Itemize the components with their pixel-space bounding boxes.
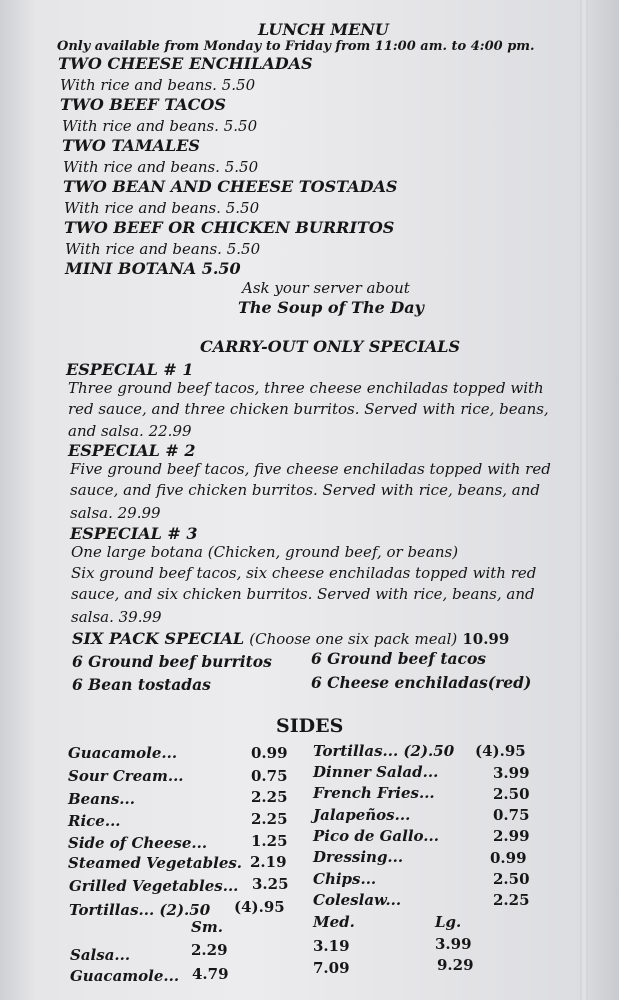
side-item-name: Dinner Salad... xyxy=(313,763,439,781)
lunch-item-desc: With rice and beans. 5.50 xyxy=(65,240,261,258)
especial-3-line: One large botana (Chicken, ground beef, or beans) xyxy=(71,543,459,561)
side-item-price: (4).95 xyxy=(234,898,285,916)
especial-2-line: sauce, and five chicken burritos. Served with rice, beans, and xyxy=(70,481,541,499)
lunch-item-name: TWO BEEF TACOS xyxy=(60,95,226,114)
lunch-item-name: TWO BEEF OR CHICKEN BURRITOS xyxy=(64,218,395,237)
especial-1-line: and salsa. 22.99 xyxy=(68,422,192,440)
especial-1-line: red sauce, and three chicken burritos. Served with rice, beans, xyxy=(68,400,549,418)
especial-2-line: Five ground beef tacos, five cheese enchiladas topped with red xyxy=(70,460,551,478)
six-pack-note: (Choose one six pack meal) xyxy=(249,630,458,648)
side-item-name: Side of Cheese... xyxy=(68,834,208,852)
guacamole-name: Guacamole... xyxy=(70,967,180,985)
side-item-name: Pico de Gallo... xyxy=(313,827,439,845)
side-item-price: 0.99 xyxy=(490,849,527,867)
especial-3-name: ESPECIAL # 3 xyxy=(70,524,198,543)
side-item-price: 2.25 xyxy=(493,891,530,909)
side-item-name: Sour Cream... xyxy=(68,767,184,785)
six-pack-special xyxy=(72,631,509,647)
especial-2-name: ESPECIAL # 2 xyxy=(68,441,196,460)
side-item-price: 2.25 xyxy=(251,788,288,806)
side-item-name: Grilled Vegetables... xyxy=(69,877,239,895)
side-item-price: 2.50 xyxy=(493,870,530,888)
lunch-item-desc: With rice and beans. 5.50 xyxy=(64,199,260,217)
side-item-name: Beans... xyxy=(68,790,135,808)
size-lg-header: Lg. xyxy=(435,913,462,931)
six-pack-option: 6 Ground beef tacos xyxy=(311,649,487,668)
guacamole-sm-price: 4.79 xyxy=(192,965,229,983)
lunch-item-desc: With rice and beans. 5.50 xyxy=(63,158,259,176)
lunch-item-desc: With rice and beans. 5.50 xyxy=(62,117,258,135)
especial-2-line: salsa. 29.99 xyxy=(70,504,161,522)
salsa-sm-price: 2.29 xyxy=(191,941,228,959)
lunch-item-desc: With rice and beans. 5.50 xyxy=(60,76,256,94)
side-item-price: 0.75 xyxy=(493,806,530,824)
side-item-price: 0.75 xyxy=(251,767,288,785)
carryout-title: CARRY-OUT ONLY SPECIALS xyxy=(200,337,461,356)
side-item-price: 2.99 xyxy=(493,827,530,845)
size-med-header: Med. xyxy=(313,913,355,931)
side-item-name: Dressing... xyxy=(313,848,404,866)
lunch-menu-title: LUNCH MENU xyxy=(258,20,389,39)
especial-3-line: Six ground beef tacos, six cheese enchiladas topped with red xyxy=(71,564,537,582)
side-item-price: 2.25 xyxy=(251,810,288,828)
lunch-availability: Only available from Monday to Friday from 11:00 am. to 4:00 pm. xyxy=(57,39,535,54)
six-pack-option: 6 Bean tostadas xyxy=(72,675,211,694)
soup-ask: Ask your server about xyxy=(242,279,410,297)
salsa-name: Salsa... xyxy=(70,946,131,964)
six-pack-label: SIX PACK SPECIAL xyxy=(72,629,245,648)
paper-fold xyxy=(580,0,588,1000)
side-item-price: 2.50 xyxy=(493,785,530,803)
especial-3-line: sauce, and six chicken burritos. Served with rice, beans, and xyxy=(71,585,535,603)
guacamole-med-price: 7.09 xyxy=(313,959,350,977)
lunch-item-name: TWO TAMALES xyxy=(62,136,200,155)
sides-title: SIDES xyxy=(276,715,344,737)
salsa-lg-price: 3.99 xyxy=(435,935,472,953)
six-pack-option: 6 Ground beef burritos xyxy=(72,652,272,671)
side-item-name: Steamed Vegetables. xyxy=(68,854,243,872)
side-item-price: 0.99 xyxy=(251,744,288,762)
six-pack-option: 6 Cheese enchiladas(red) xyxy=(311,673,532,692)
mini-botana: MINI BOTANA 5.50 xyxy=(65,259,241,278)
lunch-item-name: TWO CHEESE ENCHILADAS xyxy=(58,54,313,73)
side-item-name: French Fries... xyxy=(313,784,435,802)
side-item-name: Chips... xyxy=(313,870,377,888)
especial-1-line: Three ground beef tacos, three cheese enchiladas topped with xyxy=(68,379,544,397)
side-item-name: Rice... xyxy=(68,812,121,830)
side-item-name: Jalapeños... xyxy=(313,806,411,824)
size-sm-header: Sm. xyxy=(191,918,223,936)
six-pack-price: 10.99 xyxy=(462,630,510,648)
guacamole-lg-price: 9.29 xyxy=(437,956,474,974)
side-item-price: (4).95 xyxy=(475,742,526,760)
side-item-price: 3.99 xyxy=(493,764,530,782)
side-item-price: 1.25 xyxy=(251,832,288,850)
lunch-item-name: TWO BEAN AND CHEESE TOSTADAS xyxy=(63,177,398,196)
especial-3-line: salsa. 39.99 xyxy=(71,608,162,626)
salsa-med-price: 3.19 xyxy=(313,937,350,955)
especial-1-name: ESPECIAL # 1 xyxy=(66,360,194,379)
side-item-name: Tortillas... (2).50 xyxy=(69,901,211,919)
side-item-price: 3.25 xyxy=(252,875,289,893)
side-item-price: 2.19 xyxy=(250,853,287,871)
soup-of-the-day: The Soup of The Day xyxy=(238,298,424,317)
side-item-name: Tortillas... (2).50 xyxy=(313,742,455,760)
side-item-name: Guacamole... xyxy=(68,744,178,762)
side-item-name: Coleslaw... xyxy=(313,891,402,909)
